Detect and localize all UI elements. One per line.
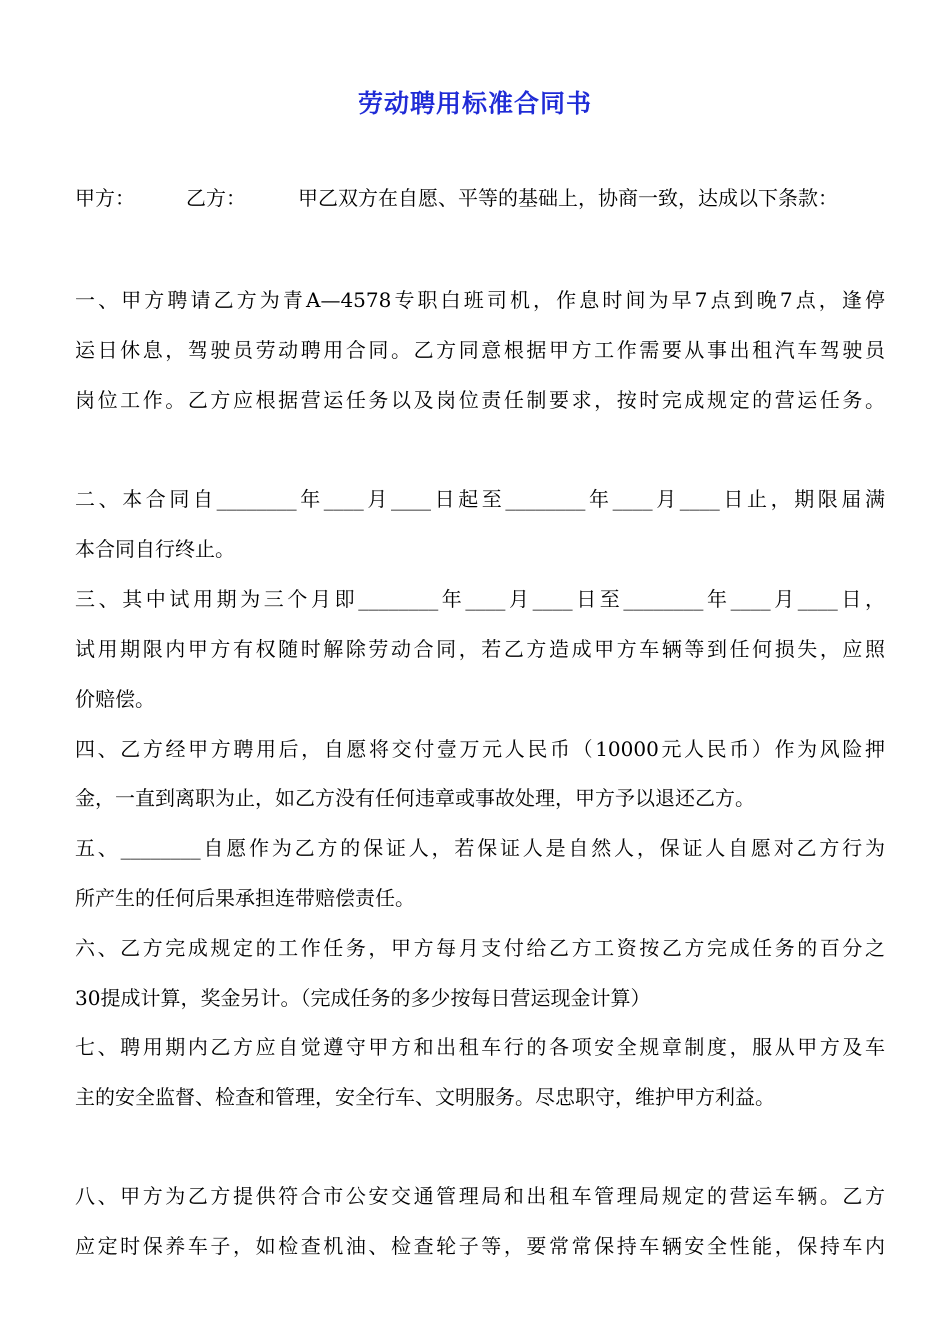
clause-7-line-2: 主的安全监督、检查和管理，安全行车、文明服务。尽忠职守，维护甲方利益。 — [75, 1085, 775, 1109]
clause-8-line-1: 八、甲方为乙方提供符合市公安交通管理局和出租车管理局规定的营运车辆。乙方 — [75, 1184, 885, 1208]
document-title: 劳动聘用标准合同书 — [357, 89, 592, 118]
clause-2-line-2: 本合同自行终止。 — [75, 537, 235, 561]
clause-1-line-1: 一、甲方聘请乙方为青A—4578专职白班司机，作息时间为早7点到晚7点，逢停 — [75, 288, 885, 312]
clause-1-line-2: 运日休息，驾驶员劳动聘用合同。乙方同意根据甲方工作需要从事出租汽车驾驶员 — [75, 338, 885, 362]
clause-1-line-3: 岗位工作。乙方应根据营运任务以及岗位责任制要求，按时完成规定的营运任务。 — [75, 388, 885, 412]
party-b-label: 乙方： — [186, 186, 246, 210]
clause-4-line-1: 四、乙方经甲方聘用后，自愿将交付壹万元人民币（10000元人民币）作为风险押 — [75, 737, 885, 761]
clause-7-line-1: 七、聘用期内乙方应自觉遵守甲方和出租车行的各项安全规章制度，服从甲方及车 — [75, 1035, 885, 1059]
clause-3-line-2: 试用期限内甲方有权随时解除劳动合同，若乙方造成甲方车辆等到任何损失，应照 — [75, 637, 885, 661]
clause-6-line-2: 30提成计算，奖金另计。（完成任务的多少按每日营运现金计算） — [75, 986, 651, 1010]
clause-8-line-2: 应定时保养车子，如检查机油、检查轮子等，要常常保持车辆安全性能，保持车内 — [75, 1234, 885, 1258]
clause-5-line-1: 五、________自愿作为乙方的保证人，若保证人是自然人，保证人自愿对乙方行为 — [75, 836, 885, 860]
clause-6-line-1: 六、乙方完成规定的工作任务，甲方每月支付给乙方工资按乙方完成任务的百分之 — [75, 936, 885, 960]
clause-4-line-2: 金，一直到离职为止，如乙方没有任何违章或事故处理，甲方予以退还乙方。 — [75, 786, 755, 810]
party-a-label: 甲方： — [75, 186, 135, 210]
clause-5-line-2: 所产生的任何后果承担连带赔偿责任。 — [75, 886, 415, 910]
agreement-intro: 甲乙双方在自愿、平等的基础上，协商一致，达成以下条款： — [298, 186, 838, 210]
clause-3-line-1: 三、其中试用期为三个月即________年____月____日至________年____月____日， — [75, 587, 885, 611]
clause-2-line-1: 二、本合同自________年____月____日起至________年____月____日止，期限届满 — [75, 487, 885, 511]
clause-3-line-3: 价赔偿。 — [75, 687, 155, 711]
